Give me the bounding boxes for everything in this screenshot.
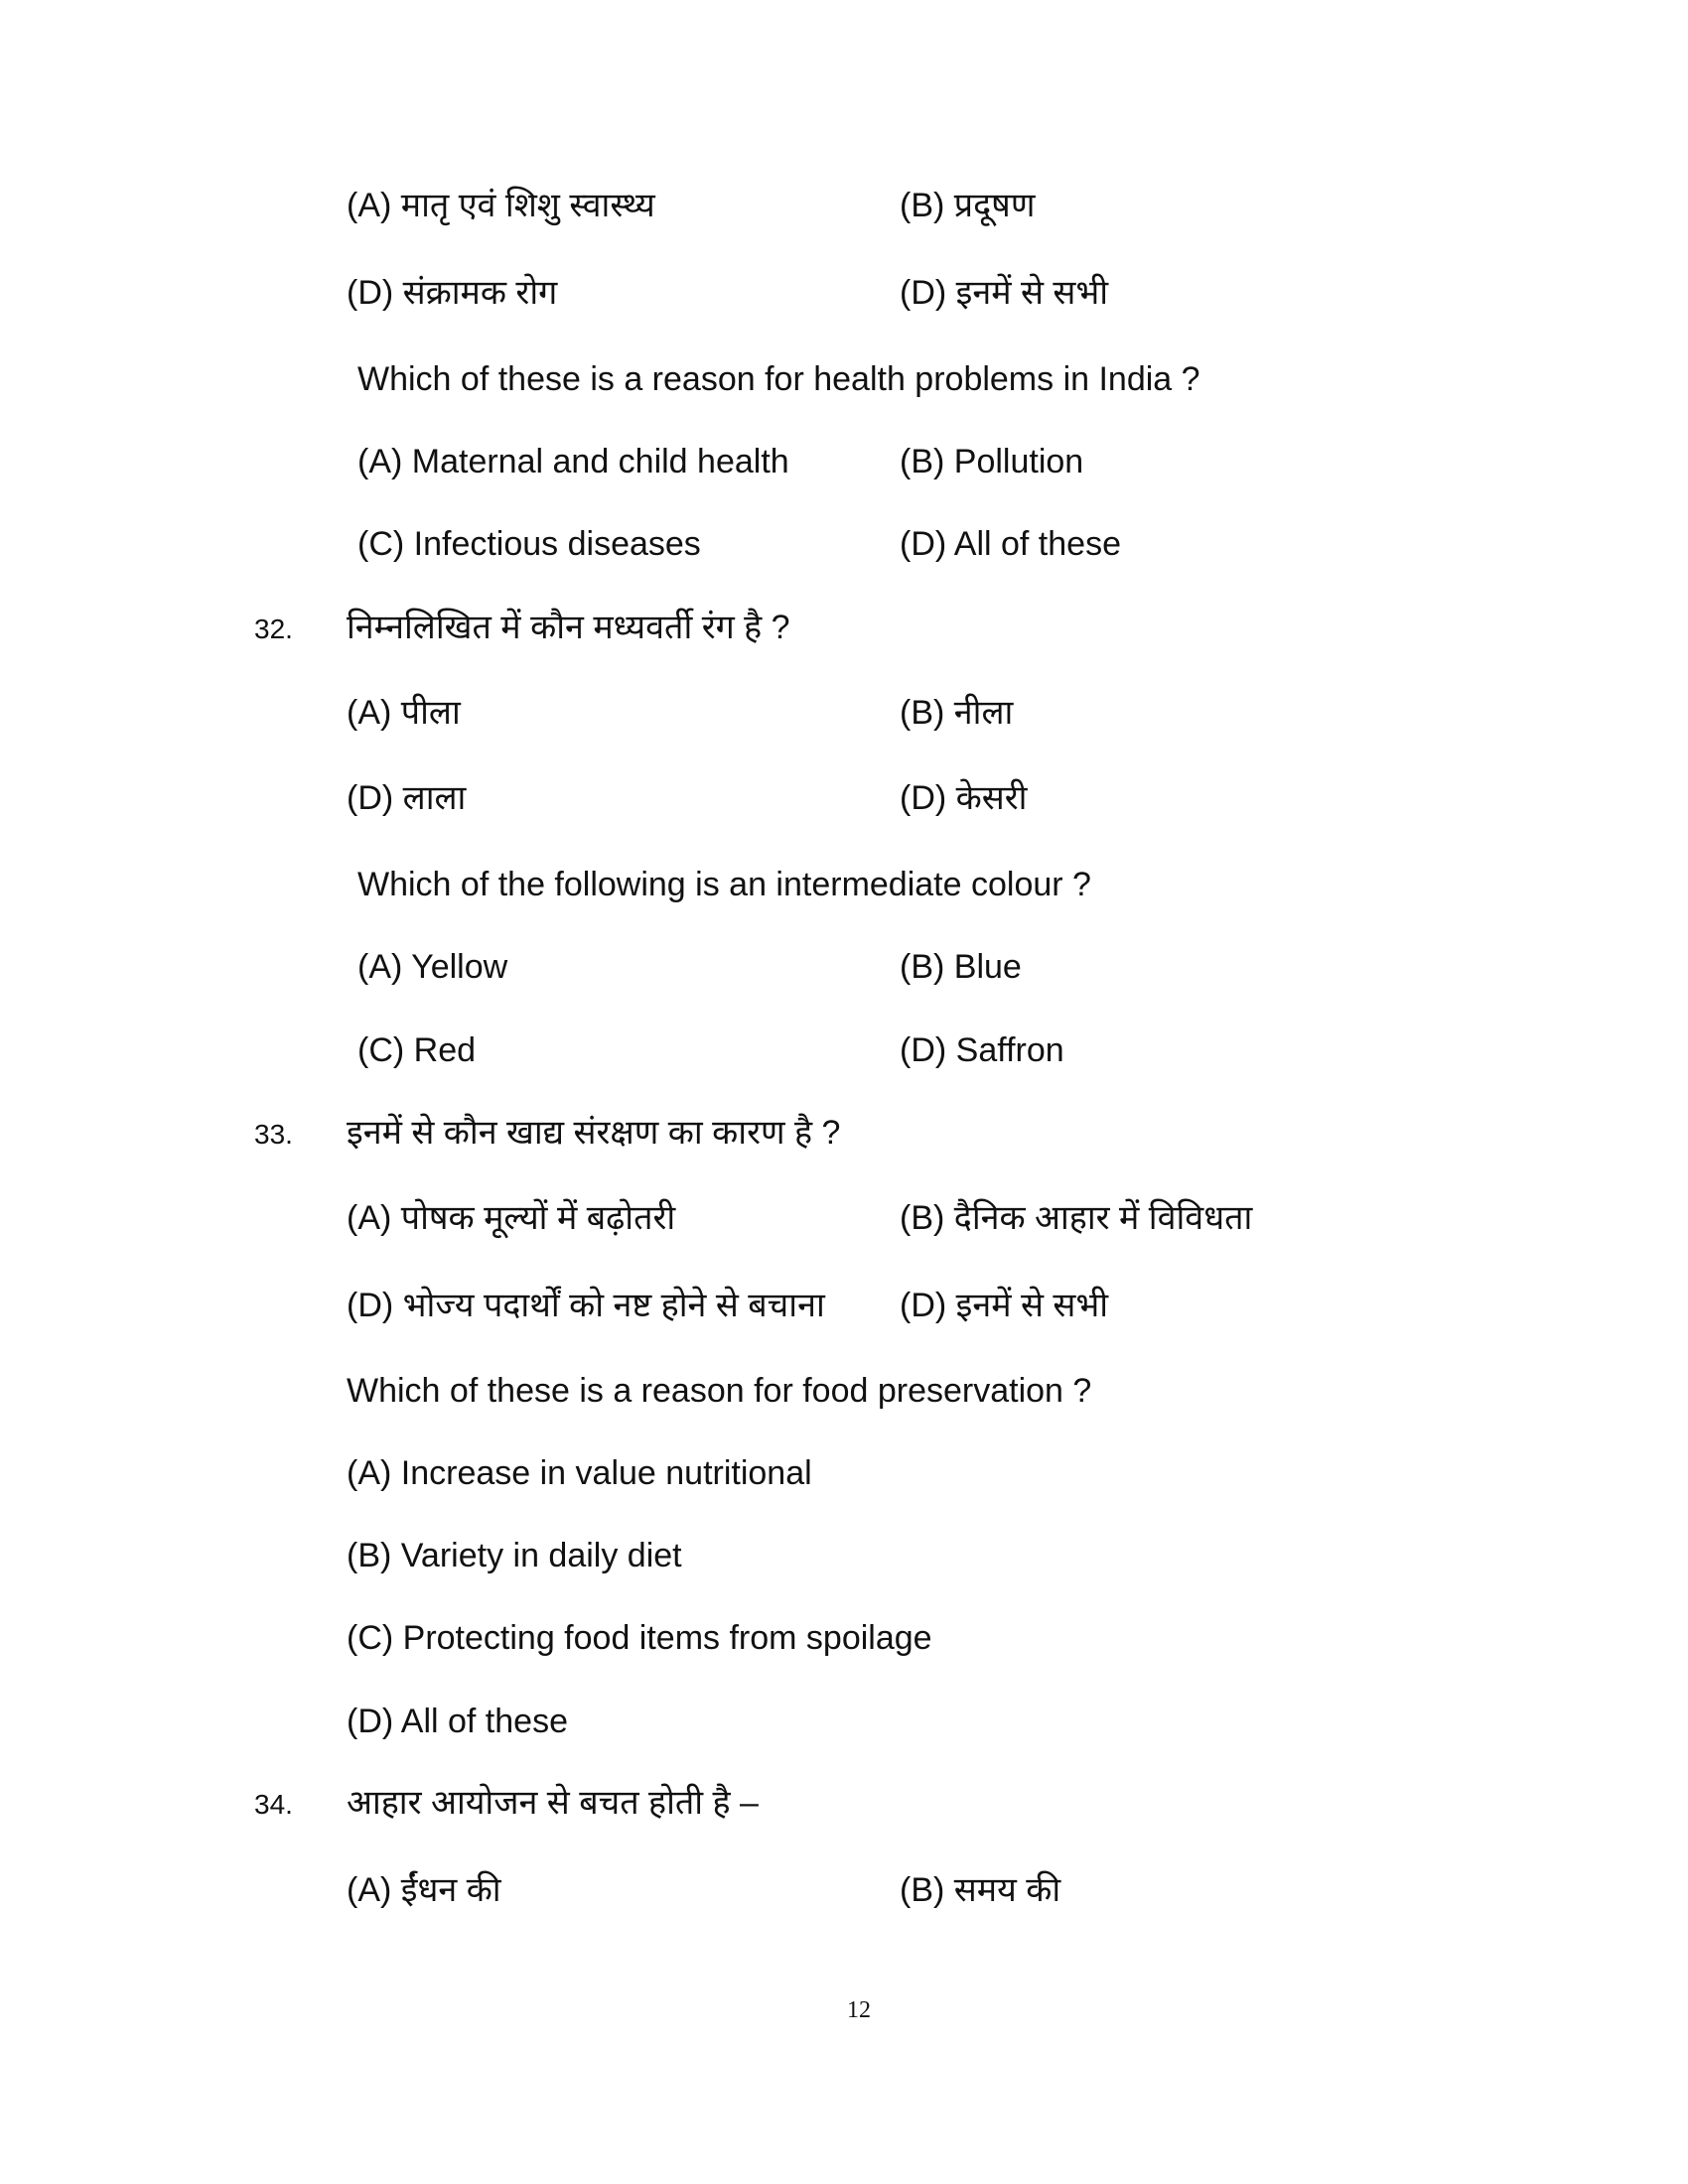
q34-number: 34. (254, 1789, 293, 1820)
q32-option-b-hi: (B) नीला (900, 694, 1014, 732)
q33-option-c-en: (C) Protecting food items from spoilage (347, 1619, 932, 1657)
q33-option-c-hi: (D) भोज्य पदार्थों को नष्ट होने से बचाना (347, 1287, 825, 1324)
q33-question-hi: इनमें से कौन खाद्य संरक्षण का कारण है ? (347, 1114, 841, 1152)
q32-option-d-en: (D) Saffron (900, 1031, 1064, 1069)
q32-question-hi: निम्नलिखित में कौन मध्यवर्ती रंग है ? (347, 609, 790, 646)
q32-option-c-hi: (D) लाला (347, 779, 467, 817)
q31-option-a-en: (A) Maternal and child health (357, 443, 789, 480)
q33-option-b-en: (B) Variety in daily diet (347, 1537, 682, 1574)
q32-option-b-en: (B) Blue (900, 948, 1022, 986)
q31-option-d-en: (D) All of these (900, 525, 1121, 563)
q31-option-a-hi: (A) मातृ एवं शिशु स्वास्थ्य (347, 187, 655, 224)
q34-question-hi: आहार आयोजन से बचत होती है – (347, 1784, 759, 1822)
q32-option-c-en: (C) Red (357, 1031, 477, 1069)
q34-option-b-hi: (B) समय की (900, 1871, 1061, 1909)
q33-option-a-en: (A) Increase in value nutritional (347, 1454, 812, 1492)
q33-option-a-hi: (A) पोषक मूल्यों में बढ़ोतरी (347, 1199, 676, 1237)
q31-option-b-hi: (B) प्रदूषण (900, 187, 1036, 224)
page-number: 12 (847, 1997, 871, 2023)
q31-option-c-hi: (D) संक्रामक रोग (347, 274, 558, 312)
q34-option-a-hi: (A) ईंधन की (347, 1871, 501, 1909)
q31-option-c-en: (C) Infectious diseases (357, 525, 701, 563)
q31-option-b-en: (B) Pollution (900, 443, 1084, 480)
q33-option-b-hi: (B) दैनिक आहार में विविधता (900, 1199, 1253, 1237)
q32-number: 32. (254, 614, 293, 644)
q31-question-en: Which of these is a reason for health problems in India ? (357, 360, 1200, 398)
q32-question-en: Which of the following is an intermediate colour ? (357, 866, 1091, 903)
q32-option-d-hi: (D) केसरी (900, 779, 1028, 817)
q32-option-a-en: (A) Yellow (357, 948, 508, 986)
q33-option-d-en: (D) All of these (347, 1703, 568, 1740)
q33-question-en: Which of these is a reason for food preservation ? (347, 1372, 1092, 1410)
q31-option-d-hi: (D) इनमें से सभी (900, 274, 1109, 312)
q32-option-a-hi: (A) पीला (347, 694, 461, 732)
q33-option-d-hi: (D) इनमें से सभी (900, 1287, 1109, 1324)
q33-number: 33. (254, 1119, 293, 1150)
